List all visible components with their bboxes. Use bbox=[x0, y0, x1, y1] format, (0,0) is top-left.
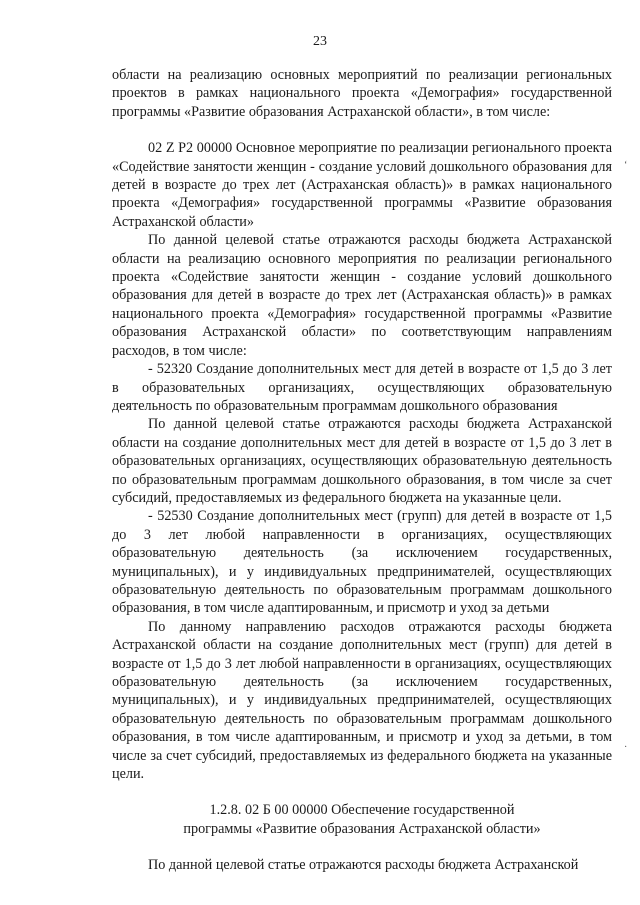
paragraph-52320: - 52320 Создание дополнительных мест для детей в возрасте от 1,5 до 3 лет в образовательных организациях, осуществляющих образовательную деятельность по образовательным программам дошкольного образования bbox=[112, 361, 612, 414]
section-heading-line-2: программы «Развитие образования Астраханской области» bbox=[183, 820, 541, 837]
paragraph-52530-description: По данному направлению расходов отражаются расходы бюджета Астраханской области на создание дополнительных мест (групп) для детей в возрасте от 1,5 до 3 лет любой направленности в организациях, осуществляющих образовательную деятельность (за исключением государственных, муниципальных), и у индивидуальных предпринимателей, осуществляющих образовательную деятельность по образовательным программам дошкольного образования, в том числе адаптированным, и присмотр и уход за детьми, в том числе за счет субсидий, предоставляемых из федерального бюджета на указанные цели. bbox=[112, 618, 612, 783]
scan-mark: · bbox=[624, 742, 628, 753]
paragraph-main-activity: 02 Z P2 00000 Основное мероприятие по реализации регионального проекта «Содействие занятости женщин - создание условий дошкольного образования для детей в возрасте до трех лет (Астраханская область)» в рамках национального проекта «Демография» государственной программы «Развитие образования Астраханской области» bbox=[112, 140, 612, 230]
paragraph-intro: области на реализацию основных мероприятий по реализации региональных проектов в рамках национального проекта «Демография» государственной программы «Развитие образования Астраханской области», в том числе: bbox=[112, 67, 612, 120]
section-heading-line-1: 1.2.8. 02 Б 00 00000 Обеспечение государственной bbox=[209, 802, 515, 819]
document-body bbox=[112, 66, 612, 875]
paragraph-52530: - 52530 Создание дополнительных мест (групп) для детей в возрасте от 1,5 до 3 лет любой направленности в организациях, осуществляющих образовательную деятельность (за исключением государственных, муниципальных), и у индивидуальных предпринимателей, осуществляющих образовательную деятельность по образовательным программам дошкольного образования, в том числе адаптированным, и присмотр и уход за детьми bbox=[112, 508, 612, 617]
scan-mark: ‘ bbox=[624, 160, 628, 171]
paragraph-52320-description: По данной целевой статье отражаются расходы бюджета Астраханской области на создание дополнительных мест для детей в возрасте от 1,5 до 3 лет в образовательных организациях, осуществляющих образовательную деятельность по образовательным программам дошкольного образования, в том числе за счет субсидий, предоставляемых из федерального бюджета на указанные цели. bbox=[112, 416, 612, 506]
paragraph-section-start: По данной целевой статье отражаются расходы бюджета Астраханской bbox=[148, 857, 579, 874]
page-number: 23 bbox=[313, 34, 327, 49]
paragraph-main-activity-description: По данной целевой статье отражаются расходы бюджета Астраханской области на реализацию основного мероприятия по реализации регионального проекта «Содействие занятости женщин - создание условий дошкольного образования для детей в возрасте до трех лет (Астраханская область)» в рамках национального проекта «Демография» государственной программы «Развитие образования Астраханской области» по соответствующим направлениям расходов, в том числе: bbox=[112, 232, 612, 359]
